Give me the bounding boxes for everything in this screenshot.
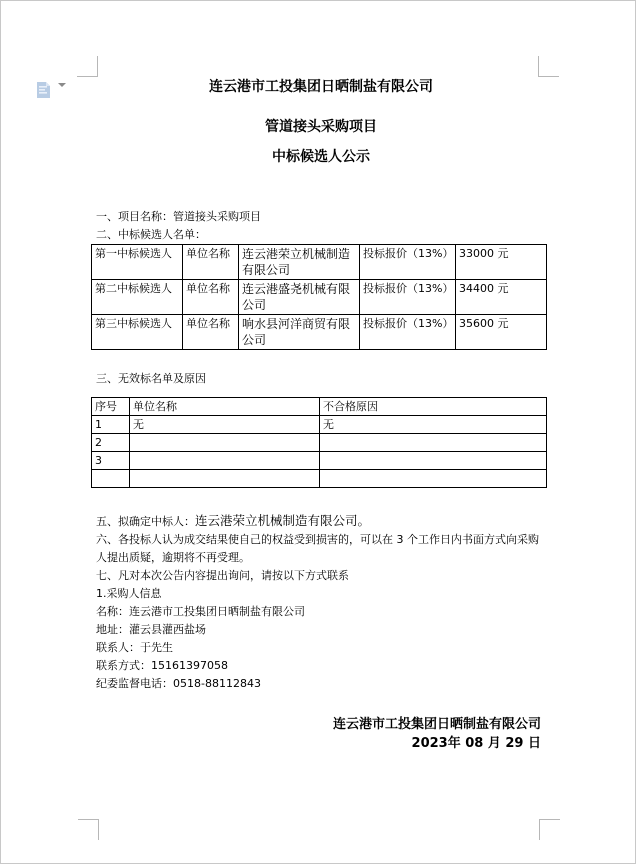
signature-date: 2023年 08 月 29 日 <box>411 736 541 751</box>
index-cell: 3 <box>92 452 130 470</box>
reason-cell: 无 <box>320 416 547 434</box>
section-objection: 六、各投标人认为成交结果使自己的权益受到损害的，可以在 3 个工作日内书面方式向采购人提出质疑，逾期将不再受理。 <box>96 533 539 564</box>
winner-label: 五、拟确定中标人： <box>96 515 195 528</box>
table-row <box>92 470 547 488</box>
unit-name-cell: 连云港盛尧机械有限公司 <box>239 280 360 315</box>
section-contact-heading: 七、凡对本次公告内容提出询问，请按以下方式联系 <box>96 569 349 582</box>
unit-label-cell: 单位名称 <box>183 245 239 280</box>
table-row <box>92 434 547 452</box>
table-row <box>92 452 547 470</box>
reason-cell <box>320 452 547 470</box>
price-label-cell: 投标报价（13%） <box>360 315 456 350</box>
price-value-cell: 33000 元 <box>456 245 547 280</box>
table-header-row <box>92 398 547 416</box>
unit-cell <box>130 434 320 452</box>
index-cell: 2 <box>92 434 130 452</box>
doc-title-project: 管道接头采购项目 <box>265 119 377 135</box>
header-unit-cell: 单位名称 <box>130 398 320 416</box>
index-cell <box>92 470 130 488</box>
candidate-rank-cell: 第一中标候选人 <box>92 245 183 280</box>
price-value-cell: 35600 元 <box>456 315 547 350</box>
candidates-table <box>91 244 547 350</box>
unit-label-cell: 单位名称 <box>183 315 239 350</box>
unit-name-cell: 连云港荣立机械制造有限公司 <box>239 245 360 280</box>
paste-options-button[interactable] <box>35 80 66 106</box>
dropdown-arrow-icon[interactable] <box>58 87 66 106</box>
buyer-info-heading: 1.采购人信息 <box>96 587 162 600</box>
buyer-address: 地址：灌云县灌西盐场 <box>96 623 206 636</box>
header-reason-cell: 不合格原因 <box>320 398 547 416</box>
invalid-bids-table <box>91 397 547 488</box>
reason-cell <box>320 470 547 488</box>
doc-title-company: 连云港市工投集团日晒制盐有限公司 <box>209 79 433 95</box>
reason-cell <box>320 434 547 452</box>
crop-mark-bottom-left <box>78 819 99 840</box>
section-winner <box>96 512 546 531</box>
unit-name-cell: 响水县河洋商贸有限公司 <box>239 315 360 350</box>
crop-mark-top-left <box>77 56 98 77</box>
price-value-cell: 34400 元 <box>456 280 547 315</box>
unit-cell: 无 <box>130 416 320 434</box>
crop-mark-bottom-right <box>539 819 560 840</box>
table-row <box>92 315 547 350</box>
buyer-contact-person: 联系人：于先生 <box>96 641 173 654</box>
buyer-contact-phone: 联系方式：15161397058 <box>96 659 228 672</box>
signature-company: 连云港市工投集团日晒制盐有限公司 <box>332 717 541 732</box>
signature-block <box>96 715 546 753</box>
unit-cell <box>130 452 320 470</box>
document-content <box>96 76 546 753</box>
crop-mark-top-right <box>538 56 559 77</box>
candidate-rank-cell: 第三中标候选人 <box>92 315 183 350</box>
buyer-name: 名称：连云港市工投集团日晒制盐有限公司 <box>96 605 305 618</box>
section-project-name: 一、项目名称：管道接头采购项目 <box>96 210 261 223</box>
header-index-cell: 序号 <box>92 398 130 416</box>
paste-clipboard-icon <box>35 80 52 99</box>
index-cell: 1 <box>92 416 130 434</box>
buyer-supervision-phone: 纪委监督电话：0518-88112843 <box>96 677 261 690</box>
table-row <box>92 416 547 434</box>
section-candidates-heading: 二、中标候选人名单： <box>96 228 206 241</box>
candidate-rank-cell: 第二中标候选人 <box>92 280 183 315</box>
winner-company: 连云港荣立机械制造有限公司。 <box>195 513 371 528</box>
table-row <box>92 280 547 315</box>
unit-cell <box>130 470 320 488</box>
price-label-cell: 投标报价（13%） <box>360 280 456 315</box>
price-label-cell: 投标报价（13%） <box>360 245 456 280</box>
doc-title-announcement: 中标候选人公示 <box>272 149 370 165</box>
table-row <box>92 245 547 280</box>
section-invalid-bids-heading: 三、无效标名单及原因 <box>96 372 206 385</box>
unit-label-cell: 单位名称 <box>183 280 239 315</box>
